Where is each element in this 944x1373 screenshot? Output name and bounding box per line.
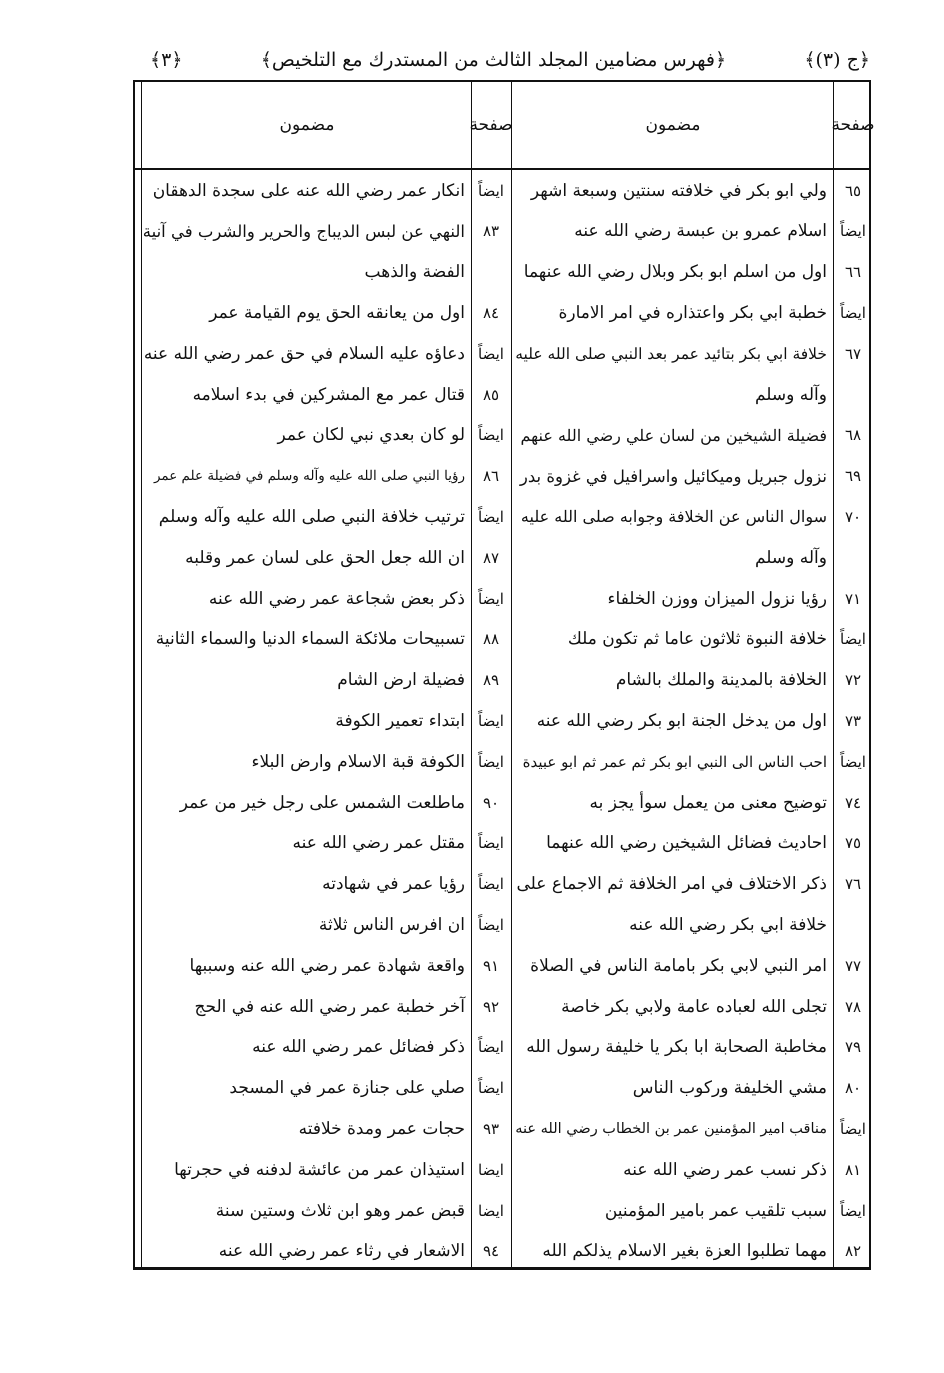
row-content-right: احب الناس الى النبي ابو بكر ثم عمر ثم ابو عبيدة	[522, 752, 827, 771]
row-page-left: ٨٣	[482, 222, 500, 241]
row-page-right: ايضاً	[840, 752, 866, 771]
row-page-left: ٨٥	[482, 385, 500, 404]
row-content-left: الاشعار في رثاء عمر رضي الله عنه	[218, 1241, 465, 1262]
table-row	[135, 374, 869, 415]
row-page-left: ايضاً	[478, 752, 504, 771]
row-page-left: ايضاً	[478, 589, 504, 608]
table-row	[135, 1149, 869, 1190]
row-page-left: ٩٢	[482, 997, 500, 1016]
row-content-right: اول من اسلم ابو بكر وبلال رضي الله عنهما	[523, 262, 827, 283]
row-page-left: ايضاً	[478, 181, 504, 200]
row-page-left: ٩١	[482, 956, 500, 975]
row-page-right: ٧٥	[844, 834, 862, 853]
row-content-right: خطبة ابي بكر واعتذاره في امر الامارة	[558, 302, 827, 323]
row-content-left: الكوفة قبة الاسلام وارض البلاء	[251, 751, 465, 772]
row-content-left: ذكر بعض شجاعة عمر رضي الله عنه	[208, 588, 465, 609]
row-page-right: ٦٨	[844, 426, 862, 445]
row-content-left: لو كان بعدي نبي لكان عمر	[277, 425, 465, 446]
row-content-right: تجلى الله لعباده عامة ولابي بكر خاصة	[561, 996, 827, 1017]
table-row	[135, 292, 869, 333]
row-page-left: ايضاً	[478, 426, 504, 445]
row-content-right: مهما تطلبوا العزة بغير الاسلام يذلكم الله	[542, 1241, 827, 1262]
table-row	[135, 904, 869, 945]
row-content-right: اول من يدخل الجنة ابو بكر رضي الله عنه	[536, 710, 827, 731]
row-page-right: ٨٠	[844, 1079, 862, 1098]
row-content-right: مخاطبة الصحابة ابا بكر يا خليفة رسول الله	[526, 1037, 827, 1058]
table-row	[135, 211, 869, 252]
row-content-left: الفضة والذهب	[364, 262, 465, 283]
row-content-right: الخلافة بالمدينة والملك بالشام	[615, 670, 827, 691]
header-page-right: صفحة	[831, 115, 875, 135]
row-page-right: ٧٢	[844, 671, 862, 690]
table-row	[135, 986, 869, 1027]
row-content-right: ولي ابو بكر في خلافته سنتين وسبعة اشهر	[530, 180, 827, 201]
header-content-left: مضمون	[279, 115, 335, 135]
row-content-right: امر النبي لابي بكر بامامة الناس في الصلاة	[530, 955, 827, 976]
row-content-right: رؤيا نزول الميزان ووزن الخلفاء	[607, 588, 827, 609]
row-page-right: ايضاً	[840, 222, 866, 241]
row-page-left: ايضاً	[478, 507, 504, 526]
table-row	[135, 456, 869, 497]
row-content-right: خلافة النبوة ثلاثون عاما ثم تكون ملك	[567, 629, 827, 650]
row-page-left: ٨٦	[482, 467, 500, 486]
row-page-left: ايضاً	[478, 344, 504, 363]
row-page-left: ٨٩	[482, 671, 500, 690]
row-page-right	[833, 537, 873, 578]
row-content-right: وآله وسلم	[754, 547, 827, 568]
row-page-left: ايضاً	[478, 1038, 504, 1057]
row-page-right: ٧٩	[844, 1038, 862, 1057]
page-title: ﴿فهرس مضامين المجلد الثالث من المستدرك مع التلخيص﴾	[260, 49, 727, 71]
row-page-left: ايضاً	[478, 915, 504, 934]
row-page-right: ٧٦	[844, 875, 862, 894]
row-page-left: ايضاً	[478, 875, 504, 894]
table-row	[135, 660, 869, 701]
row-content-right: خلافة ابي بكر بتائيد عمر بعد النبي صلى الله عليه	[515, 344, 827, 363]
row-content-right: ذكر نسب عمر رضي الله عنه	[623, 1159, 827, 1180]
row-page-right: ايضاً	[840, 1119, 866, 1138]
row-page-right: ايضاً	[840, 630, 866, 649]
header-page-left: صفحة	[469, 115, 513, 135]
row-content-left: ذكر فضائل عمر رضي الله عنه	[252, 1037, 465, 1058]
row-content-left: النهي عن لبس الديباج والحرير والشرب في آنية	[143, 221, 465, 241]
table-row	[135, 1027, 869, 1068]
table-row	[135, 741, 869, 782]
row-page-right: ٧٣	[844, 711, 862, 730]
row-page-left: ٩٠	[482, 793, 500, 812]
row-content-left: ابتداء تعمير الكوفة	[335, 710, 465, 731]
row-content-right: احاديث فضائل الشيخين رضي الله عنهما	[546, 833, 827, 854]
row-page-right: ٦٦	[844, 263, 862, 282]
row-content-left: ماطلعت الشمس على رجل خير من عمر	[179, 792, 465, 813]
row-page-left: ٨٤	[482, 303, 500, 322]
row-page-right: ايضاً	[840, 303, 866, 322]
row-page-right: ٧٤	[844, 793, 862, 812]
row-page-left: ٩٤	[482, 1242, 500, 1261]
table-row	[135, 1108, 869, 1149]
table-row	[135, 578, 869, 619]
row-content-left: مقتل عمر رضي الله عنه	[292, 833, 465, 854]
row-page-right: ٧٠	[844, 507, 862, 526]
row-content-left: دعاؤه عليه السلام في حق عمر رضي الله عنه	[143, 343, 465, 364]
row-content-right: ذكر الاختلاف في امر الخلافة ثم الاجماع على	[516, 874, 827, 895]
index-table	[133, 80, 875, 1270]
row-page-right	[833, 374, 873, 415]
table-row	[135, 823, 869, 864]
row-content-left: رؤيا النبي صلى الله عليه وآله وسلم في فضيلة علم عمر	[153, 468, 465, 485]
row-page-left: ٨٧	[482, 548, 500, 567]
row-page-right: ٦٩	[844, 467, 862, 486]
table-header	[135, 82, 875, 170]
table-row	[135, 619, 869, 660]
table-row	[135, 333, 869, 374]
row-content-right: توضيح معنى من يعمل سوأ يجز به	[589, 792, 827, 813]
row-content-left: فضيلة ارض الشام	[337, 670, 465, 691]
row-page-left: ايضاً	[478, 834, 504, 853]
row-content-left: آخر خطبة عمر رضي الله عنه في الحج	[194, 996, 465, 1017]
row-content-right: نزول جبريل وميكائيل واسرافيل في غزوة بدر	[519, 466, 827, 486]
row-content-right: سوال الناس عن الخلافة وجوابه صلى الله عليه	[520, 507, 827, 527]
row-content-left: حجات عمر ومدة خلافته	[298, 1118, 465, 1139]
row-content-left: قبض عمر وهو ابن ثلاث وستين سنة	[215, 1200, 465, 1221]
row-content-left: استيذان عمر من عائشة لدفنه في حجرتها	[174, 1159, 465, 1180]
table-row	[135, 170, 869, 211]
row-page-left: ٩٣	[482, 1119, 500, 1138]
row-content-right: اسلام عمرو بن عبسة رضي الله عنه	[574, 221, 827, 242]
row-content-left: صلي على جنازة عمر في المسجد	[229, 1078, 465, 1099]
row-content-left: اول من يعانقه الحق يوم القيامة عمر	[209, 302, 465, 323]
table-row	[135, 864, 869, 905]
row-content-right: مناقب امير المؤمنين عمر بن الخطاب رضي الله عنه	[515, 1120, 827, 1137]
row-page-right: ٦٥	[844, 181, 862, 200]
row-content-left: ترتيب خلافة النبي صلى الله عليه وآله وسلم	[158, 506, 465, 527]
row-page-right: ٧١	[844, 589, 862, 608]
row-content-left: قتال عمر مع المشركين في بدء اسلامه	[192, 384, 465, 405]
row-content-left: تسبيحات ملائكة السماء الدنيا والسماء الثانية	[155, 629, 465, 650]
row-page-left	[471, 252, 511, 293]
volume-label: ﴿ج (٣)﴾	[804, 49, 870, 71]
table-row	[135, 415, 869, 456]
table-row	[135, 945, 869, 986]
table-row	[135, 700, 869, 741]
row-page-right: ٧٨	[844, 997, 862, 1016]
row-page-right: ٨١	[844, 1160, 862, 1179]
row-page-right: ايضاً	[840, 1201, 866, 1220]
table-row	[135, 496, 869, 537]
row-page-right	[833, 904, 873, 945]
row-page-left: ايضا	[478, 1160, 504, 1179]
page-number: ﴿٣﴾	[150, 49, 183, 71]
row-content-right: مشي الخليفة وركوب الناس	[632, 1078, 827, 1099]
table-row	[135, 1231, 869, 1272]
row-content-right: سبب تلقيب عمر بامير المؤمنين	[604, 1200, 827, 1221]
row-content-left: واقعة شهادة عمر رضي الله عنه وسببها	[189, 955, 465, 976]
row-page-right: ٦٧	[844, 344, 862, 363]
row-content-right: وآله وسلم	[754, 384, 827, 405]
row-content-left: ان الله جعل الحق على لسان عمر وقلبه	[185, 547, 465, 568]
row-page-left: ايضا	[478, 1201, 504, 1220]
row-content-left: ان افرس الناس ثلاثة	[318, 914, 465, 935]
table-row	[135, 1190, 869, 1231]
row-content-right: خلافة ابي بكر رضي الله عنه	[629, 914, 827, 935]
page-header	[150, 40, 870, 80]
table-row	[135, 537, 869, 578]
row-content-left: رؤيا عمر في شهادته	[322, 874, 465, 895]
row-content-left: انكار عمر رضي الله عنه على سجدة الدهقان	[152, 180, 465, 201]
header-content-right: مضمون	[645, 115, 701, 135]
row-page-left: ايضاً	[478, 1079, 504, 1098]
row-page-right: ٧٧	[844, 956, 862, 975]
row-page-right: ٨٢	[844, 1242, 862, 1261]
row-page-left: ٨٨	[482, 630, 500, 649]
table-row	[135, 252, 869, 293]
table-row	[135, 782, 869, 823]
row-content-right: فضيلة الشيخين من لسان علي رضي الله عنهم	[520, 425, 827, 445]
table-row	[135, 1068, 869, 1109]
row-page-left: ايضاً	[478, 711, 504, 730]
